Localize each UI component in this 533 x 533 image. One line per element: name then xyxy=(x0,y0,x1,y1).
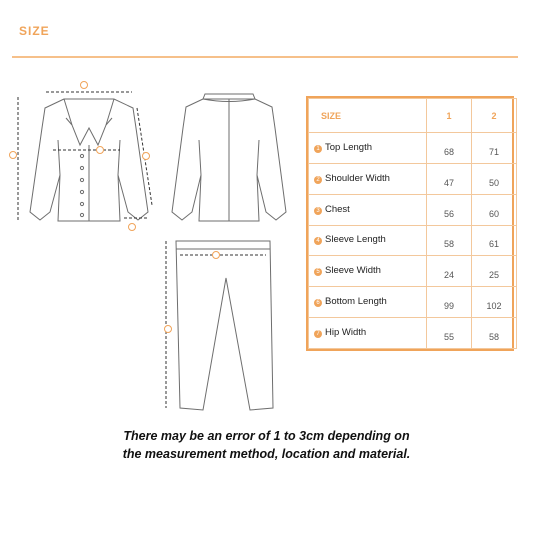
row-label: Bottom Length xyxy=(325,296,387,308)
table-cell: 99 xyxy=(427,287,472,318)
row-label: Hip Width xyxy=(325,327,367,339)
marker-top-length-icon xyxy=(10,152,17,159)
table-cell: 56 xyxy=(427,194,472,225)
table-row xyxy=(309,163,517,194)
disclaimer-line: the measurement method, location and material. xyxy=(122,447,411,461)
row-label: Shoulder Width xyxy=(325,172,390,184)
table-cell: 61 xyxy=(472,225,517,256)
table-cell: 25 xyxy=(472,256,517,287)
marker-bottom-length-icon xyxy=(165,326,172,333)
table-cell: 55 xyxy=(427,318,472,349)
row-number-badge: 6 xyxy=(314,299,322,307)
table-cell: 50 xyxy=(472,163,517,194)
row-number-badge: 3 xyxy=(314,207,322,215)
table-cell: 60 xyxy=(472,194,517,225)
section-title: SIZE xyxy=(19,24,50,38)
table-cell: 58 xyxy=(472,318,517,349)
table-row xyxy=(309,318,517,349)
marker-chest-icon xyxy=(97,147,104,154)
row-number-badge: 5 xyxy=(314,268,322,276)
row-number-badge: 2 xyxy=(314,176,322,184)
front-jacket-buttons xyxy=(80,154,83,216)
table-cell: 102 xyxy=(472,287,517,318)
measurement-disclaimer xyxy=(0,427,533,463)
pants-outline xyxy=(176,241,273,410)
table-cell: 24 xyxy=(427,256,472,287)
table-row xyxy=(309,225,517,256)
row-label: Chest xyxy=(325,203,350,215)
table-column-header: 2 xyxy=(472,99,517,133)
row-number-badge: 7 xyxy=(314,330,322,338)
table-cell: 47 xyxy=(427,163,472,194)
marker-hip-width-icon xyxy=(213,252,220,259)
table-row xyxy=(309,133,517,164)
disclaimer-line: There may be an error of 1 to 3cm depending on xyxy=(123,429,410,443)
size-chart-table xyxy=(306,96,514,351)
marker-sleeve-width-icon xyxy=(129,224,136,231)
header-divider xyxy=(12,56,518,58)
marker-sleeve-length-icon xyxy=(143,153,150,160)
marker-shoulder-width-icon xyxy=(81,82,88,89)
row-label: Sleeve Length xyxy=(325,234,386,246)
row-number-badge: 4 xyxy=(314,237,322,245)
row-label: Sleeve Width xyxy=(325,265,381,277)
table-row xyxy=(309,287,517,318)
table-row xyxy=(309,194,517,225)
front-jacket-collar xyxy=(64,99,114,145)
row-label: Top Length xyxy=(325,141,373,153)
table-column-header: 1 xyxy=(427,99,472,133)
table-header-row xyxy=(309,99,517,133)
table-cell: 58 xyxy=(427,225,472,256)
table-row xyxy=(309,256,517,287)
table-corner-label: SIZE xyxy=(309,99,427,133)
row-number-badge: 1 xyxy=(314,145,322,153)
table-cell: 71 xyxy=(472,133,517,164)
garment-diagram xyxy=(0,78,300,423)
table-cell: 68 xyxy=(427,133,472,164)
